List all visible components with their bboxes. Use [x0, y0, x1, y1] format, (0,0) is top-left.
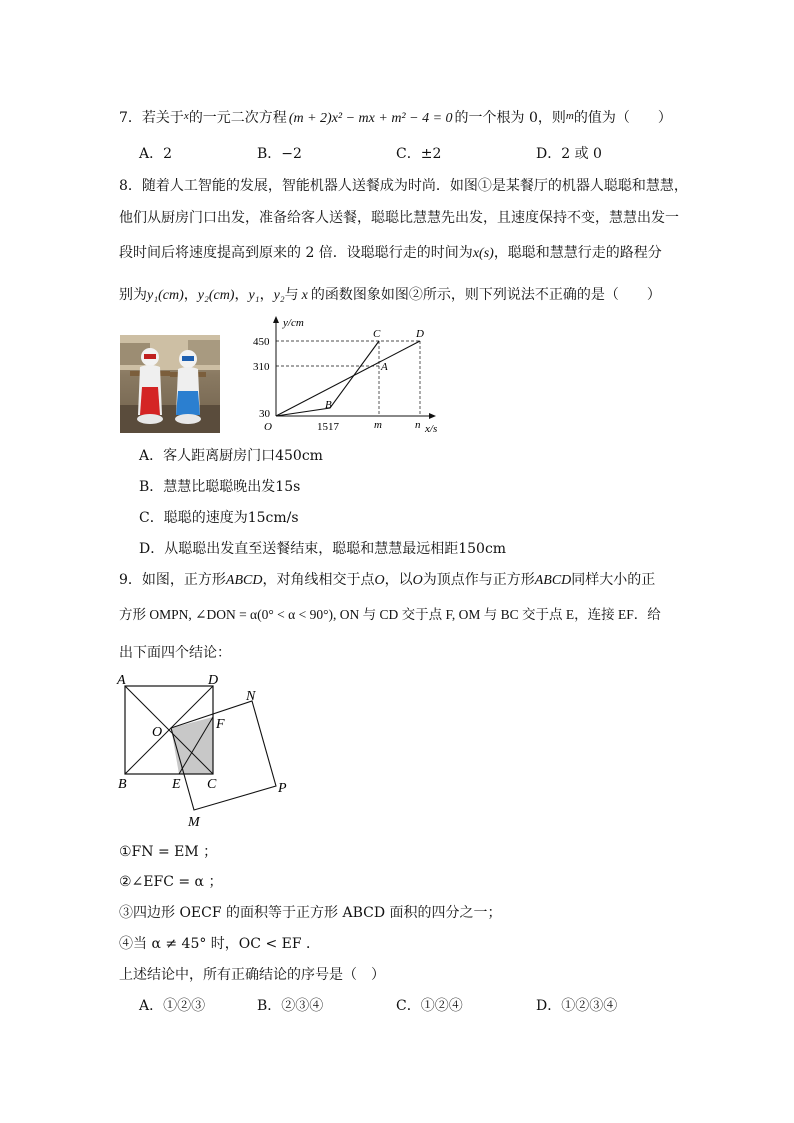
q9-square-abcd: ABCD — [225, 573, 263, 588]
q7-stem-d: 的值为（ ） — [573, 110, 672, 126]
point-b-label: B — [325, 399, 332, 411]
q9-line1c: ，对角线相交于点 — [262, 572, 375, 588]
label-e: E — [172, 777, 181, 792]
q8-line3a: 段时间后将速度提高到原来的 2 倍．设聪聪行走的时间为 — [119, 245, 473, 261]
q9-conclusion-4: ④当 α ≠ 45° 时，OC < EF ． — [119, 936, 321, 952]
q8-option-b: B．慧慧比聪聪晚出发15s — [139, 479, 301, 495]
q8-y2-unit: y₂(cm) — [197, 288, 235, 303]
q8-y1-unit: y₁(cm) — [147, 288, 184, 303]
point-a-label: A — [381, 361, 388, 373]
robot-photo-image — [120, 335, 220, 433]
label-n: N — [246, 689, 256, 704]
q8-line4c: ， — [183, 287, 198, 303]
q8-line4g: ， — [259, 287, 274, 303]
label-m: M — [188, 815, 200, 830]
q7-stem-a: 7．若关于 — [119, 110, 184, 126]
q8-line4i: 与 — [284, 287, 299, 303]
q8-option-c: C．聪聪的速度为15cm/s — [139, 510, 299, 526]
q9-line3: 出下面四个结论： — [119, 645, 231, 661]
q7-var-x: x — [183, 110, 189, 122]
label-d: D — [208, 673, 219, 688]
q8-y1: y₁ — [248, 288, 260, 303]
origin-label: O — [264, 421, 272, 433]
q9-line1e: ，以 — [384, 572, 413, 588]
q8-function-graph — [250, 312, 450, 437]
label-b: B — [118, 777, 127, 792]
q9-square-figure — [112, 670, 302, 830]
q7-equation: (m + 2)x² − mx + m² − 4 = 0 — [288, 111, 453, 126]
tick-m: m — [374, 419, 382, 431]
q9-line1a: 9．如图，正方形 — [119, 572, 226, 588]
label-c: C — [207, 777, 217, 792]
q8-y2: y₂ — [273, 288, 285, 303]
label-a: A — [117, 673, 126, 688]
tick-310: 310 — [253, 361, 270, 373]
label-f: F — [216, 717, 225, 732]
y-axis-label: y/cm — [283, 317, 304, 329]
q9-conclusion-1: ①FN = EM ； — [119, 844, 218, 860]
q8-option-d: D．从聪聪出发直至送餐结束，聪聪和慧慧最远相距150cm — [139, 541, 507, 557]
tick-450: 450 — [253, 336, 270, 348]
y-axis-arrow — [273, 316, 279, 323]
q9-conclusion-3: ③四边形 OECF 的面积等于正方形 ABCD 面积的四分之一； — [119, 905, 502, 921]
q9-option-d: D．①②③④ — [536, 998, 618, 1014]
q7-option-a: A．2 — [139, 146, 173, 162]
q8-line1: 8．随着人工智能的发展，智能机器人送餐成为时尚．如图①是某餐厅的机器人聪聪和慧慧， — [119, 178, 688, 194]
q7-stem — [119, 106, 672, 129]
q8-line3c: ，聪聪和慧慧行走的路程分 — [493, 245, 662, 261]
robot-photo — [120, 335, 220, 433]
q7-option-c: C．±2 — [396, 146, 442, 162]
q9-line1 — [119, 570, 655, 591]
q9-option-b: B．②③④ — [257, 998, 324, 1014]
x-axis-arrow — [429, 413, 436, 419]
line-y1 — [276, 341, 420, 416]
q8-line4a: 别为 — [119, 287, 147, 303]
label-p: P — [278, 781, 287, 796]
q9-point-o: O — [374, 573, 385, 588]
q8-line4 — [119, 285, 661, 306]
q8-line4e: ， — [234, 287, 249, 303]
q9-option-c: C．①②④ — [396, 998, 463, 1014]
q7-stem-c: 的一个根为 0，则 — [454, 110, 566, 126]
q7-var-m: m — [565, 110, 574, 122]
q7-stem-b: 的一元二次方程 — [188, 110, 287, 126]
label-o: O — [152, 725, 163, 740]
tick-30: 30 — [259, 408, 270, 420]
q8-line4k: 的函数图象如图②所示，则下列说法不正确的是（ ） — [310, 287, 661, 303]
q9-conclusion-2: ②∠EFC = α ； — [119, 874, 223, 890]
q8-line3 — [119, 243, 662, 264]
point-d-label: D — [416, 328, 424, 340]
tick-n: n — [415, 419, 421, 431]
q9-option-a: A．①②③ — [139, 998, 206, 1014]
q9-line1g: 为顶点作与正方形 — [422, 572, 535, 588]
q9-square-abcd-2: ABCD — [534, 573, 572, 588]
q9-point-o-2: O — [412, 573, 423, 588]
q9-line1i: 同样大小的正 — [571, 572, 656, 588]
q8-line2: 他们从厨房门口出发，准备给客人送餐，聪聪比慧慧先出发，且速度保持不变，慧慧出发一 — [119, 210, 679, 226]
q9-line2: 方形 OMPN, ∠DON = α(0° < α < 90°), ON 与 CD 交于点 F, OM 与 BC 交于点 E，连接 EF．给 — [119, 607, 661, 622]
x-axis-label: x/s — [425, 423, 438, 435]
tick-1517: 1517 — [317, 421, 339, 433]
q9-question: 上述结论中，所有正确结论的序号是（ ） — [119, 967, 385, 983]
q8-x: x — [301, 288, 308, 303]
q7-option-b: B．−2 — [257, 146, 302, 162]
point-c-label: C — [373, 328, 381, 340]
q7-option-d: D．2 或 0 — [536, 146, 602, 162]
q8-time-var: x(s) — [472, 246, 494, 261]
q8-option-a: A．客人距离厨房门口450cm — [139, 448, 323, 464]
